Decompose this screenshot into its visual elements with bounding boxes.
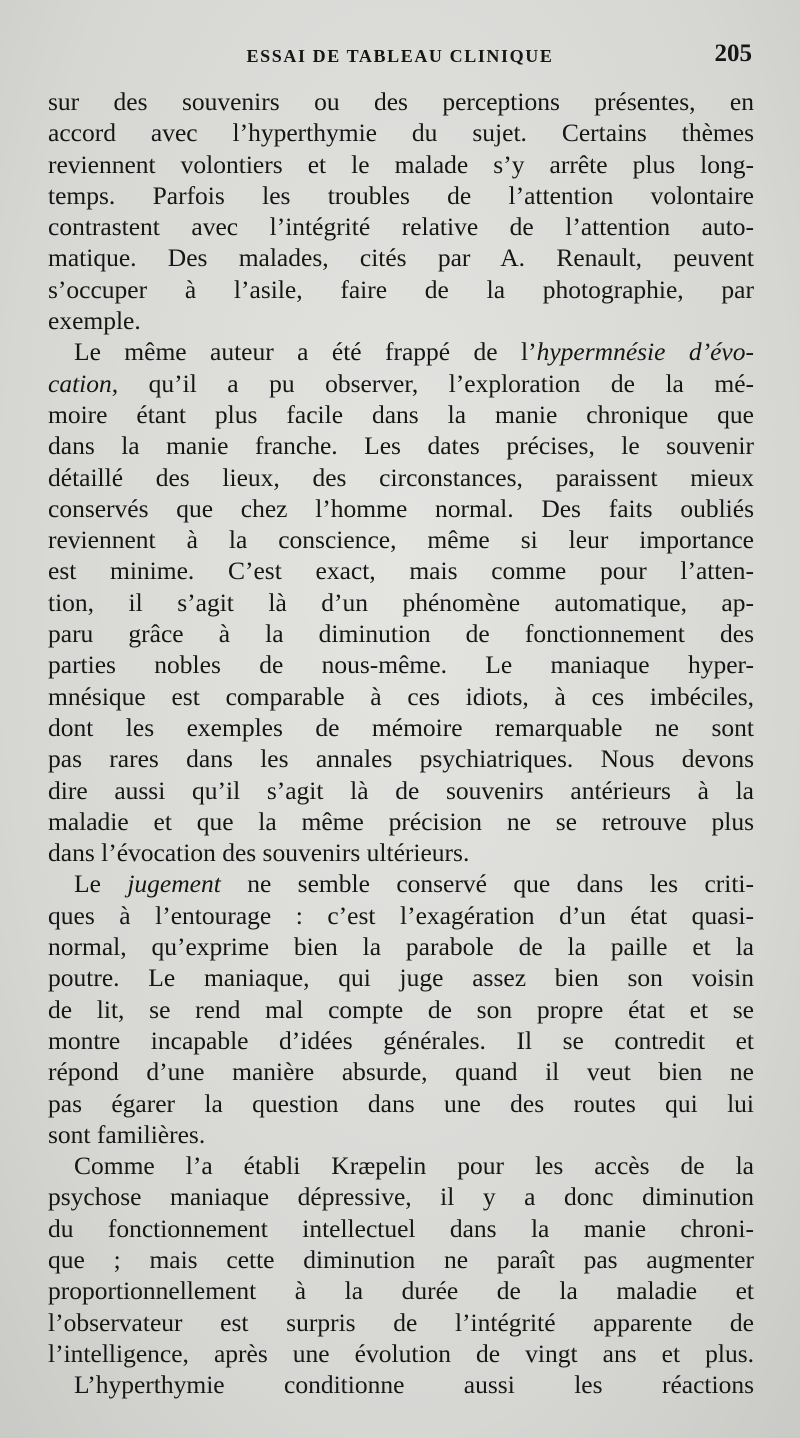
text-line [48, 1338, 754, 1369]
text-segment: conservés que chez l’homme normal. Des faits oubliés [48, 493, 754, 523]
text-segment: accord avec l’hyperthymie du sujet. Certains thèmes [48, 118, 754, 148]
text-line [48, 868, 754, 899]
text-line [48, 1025, 754, 1056]
text-segment: tion, il s’agit là d’un phénomène automatique, ap- [48, 587, 754, 617]
text-segment: psychose maniaque dépressive, il y a donc diminution [48, 1182, 754, 1212]
text-segment: L’hyperthymie conditionne aussi les réactions [74, 1370, 754, 1400]
text-line [48, 305, 754, 336]
text-segment: dire aussi qu’il s’agit là de souvenirs antérieurs à la [48, 775, 754, 805]
text-segment: dont les exemples de mémoire remarquable ne sont [48, 712, 754, 742]
text-line [48, 994, 754, 1025]
text-line [48, 211, 754, 242]
text-segment: contrastent avec l’intégrité relative de l’attention auto- [48, 212, 754, 242]
text-segment: exemple. [48, 306, 141, 336]
text-line [48, 931, 754, 962]
text-line [48, 1275, 754, 1306]
text-segment: ne semble conservé que dans les criti- [220, 869, 754, 899]
text-line [48, 962, 754, 993]
italic-term: hypermnésie d’évo- [536, 337, 754, 367]
text-line [48, 555, 754, 586]
text-line [48, 618, 754, 649]
text-line [48, 1150, 754, 1181]
text-line [48, 837, 754, 868]
text-line [48, 117, 754, 148]
running-title: ESSAI DE TABLEAU CLINIQUE [246, 46, 554, 66]
text-line [48, 1369, 754, 1400]
text-segment: dans la manie franche. Les dates précises, le souvenir [48, 431, 754, 461]
text-line [48, 1213, 754, 1244]
body-text [48, 86, 754, 1400]
text-segment: normal, qu’exprime bien la parabole de la paille et la [48, 932, 754, 962]
text-segment: s’occuper à l’asile, faire de la photographie, par [48, 274, 754, 304]
text-line [48, 180, 754, 211]
text-segment: Le même auteur a été frappé de l’ [74, 337, 537, 367]
text-line [48, 242, 754, 273]
text-line [48, 430, 754, 461]
text-segment: sur des souvenirs ou des perceptions présentes, en [48, 87, 754, 116]
text-segment: sont familières. [48, 1119, 206, 1149]
text-segment: maladie et que la même précision ne se retrouve plus [48, 806, 754, 836]
text-segment: de lit, se rend mal compte de son propre état et se [48, 994, 754, 1024]
text-segment: détaillé des lieux, des circonstances, paraissent mieux [48, 462, 754, 492]
page-number: 205 [714, 40, 752, 67]
text-segment: parties nobles de nous-même. Le maniaque hyper- [48, 650, 754, 680]
text-segment: matique. Des malades, cités par A. Renault, peuvent [48, 243, 754, 273]
text-segment: du fonctionnement intellectuel dans la manie chroni- [48, 1213, 754, 1243]
text-segment: proportionnellement à la durée de la maladie et [48, 1276, 754, 1306]
text-segment: pas égarer la question dans une des routes qui lui [48, 1088, 754, 1118]
text-segment: reviennent volontiers et le malade s’y arrête plus long- [48, 149, 754, 179]
text-line [48, 743, 754, 774]
text-line [48, 274, 754, 305]
text-line [48, 587, 754, 618]
text-segment: pas rares dans les annales psychiatriques. Nous devons [48, 744, 754, 774]
text-segment: ques à l’entourage : c’est l’exagération d’un état quasi- [48, 900, 754, 930]
text-line [48, 1088, 754, 1119]
text-line [48, 336, 754, 367]
text-segment: reviennent à la conscience, même si leur importance [48, 525, 754, 555]
text-segment: montre incapable d’idées générales. Il se contredit et [48, 1025, 754, 1055]
text-line [48, 900, 754, 931]
text-segment: qu’il a pu observer, l’exploration de la mé- [118, 368, 754, 398]
text-line [48, 775, 754, 806]
text-line [48, 1056, 754, 1087]
text-segment: l’observateur est surpris de l’intégrité apparente de [48, 1307, 754, 1337]
text-line [48, 368, 754, 399]
italic-term: jugement [127, 869, 221, 899]
text-line [48, 399, 754, 430]
text-line [48, 524, 754, 555]
text-line [48, 493, 754, 524]
text-segment: paru grâce à la diminution de fonctionnement des [48, 619, 754, 649]
text-line [48, 712, 754, 743]
text-segment: temps. Parfois les troubles de l’attention volontaire [48, 180, 754, 210]
text-segment: Comme l’a établi Kræpelin pour les accès de la [74, 1151, 754, 1181]
text-line [48, 149, 754, 180]
text-segment: moire étant plus facile dans la manie chronique que [48, 399, 754, 429]
text-segment: dans l’évocation des souvenirs ultérieurs. [48, 838, 470, 868]
text-line [48, 86, 754, 117]
text-segment: est minime. C’est exact, mais comme pour l’atten- [48, 556, 754, 586]
text-segment: l’intelligence, après une évolution de vingt ans et plus. [48, 1338, 754, 1368]
text-segment: poutre. Le maniaque, qui juge assez bien son voisin [48, 963, 754, 993]
text-line [48, 681, 754, 712]
text-segment: mnésique est comparable à ces idiots, à ces imbéciles, [48, 681, 754, 711]
text-line [48, 1244, 754, 1275]
text-line [48, 1119, 754, 1150]
text-segment: Le [74, 869, 128, 899]
italic-term: cation, [48, 368, 119, 398]
text-line [48, 806, 754, 837]
text-line [48, 462, 754, 493]
text-line [48, 1307, 754, 1338]
page-header [48, 40, 752, 72]
text-line [48, 1181, 754, 1212]
text-segment: répond d’une manière absurde, quand il veut bien ne [48, 1057, 754, 1087]
text-line [48, 649, 754, 680]
text-segment: que ; mais cette diminution ne paraît pas augmenter [48, 1244, 754, 1274]
